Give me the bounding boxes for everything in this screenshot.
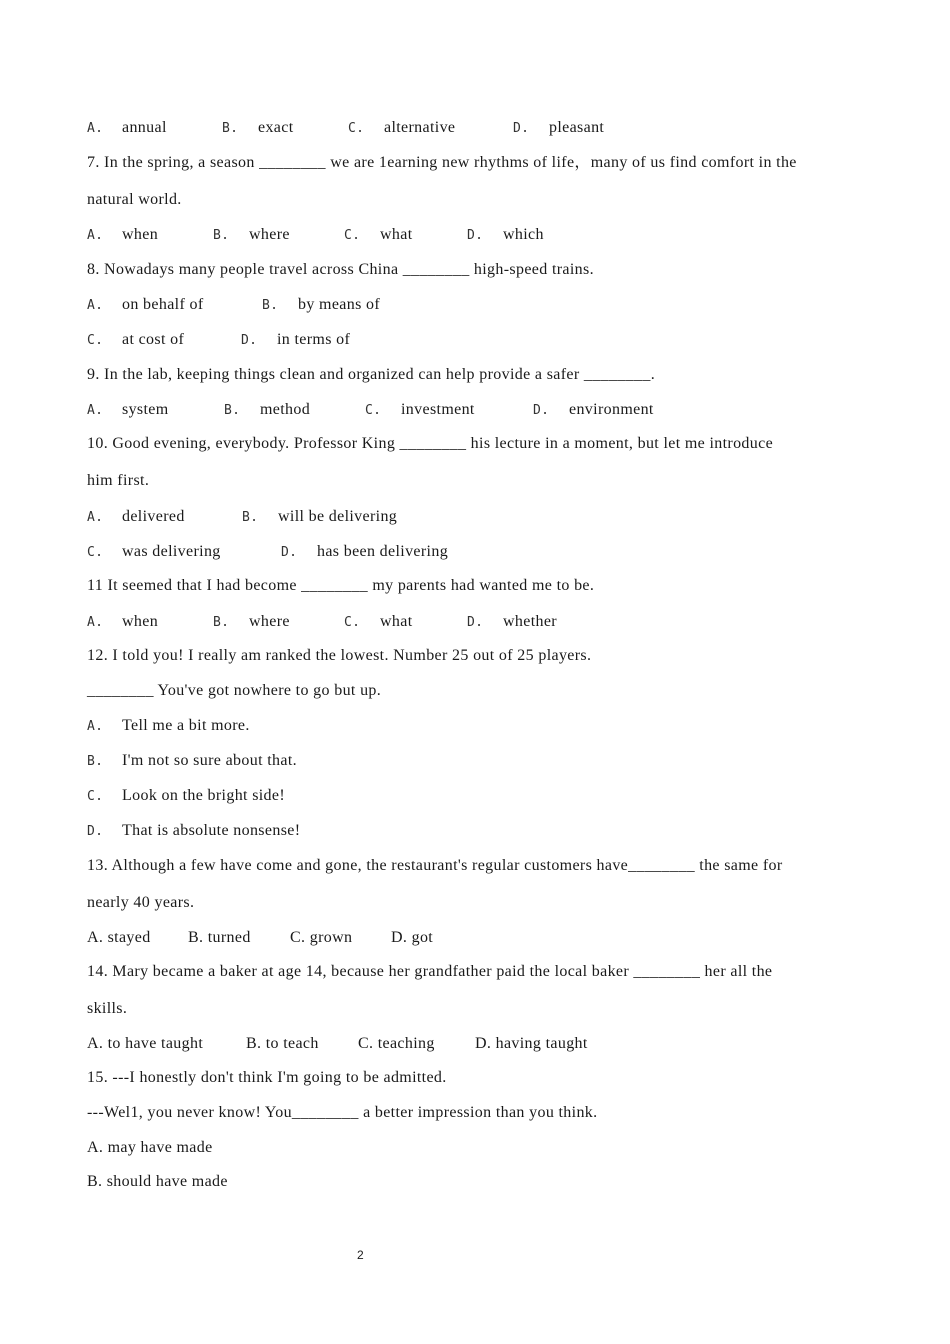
q8-option-a-text: on behalf of <box>122 296 204 313</box>
q8-option-d-label: D. <box>241 333 258 348</box>
q11-option-c-text: what <box>380 613 413 630</box>
q15-option-b: B. should have made <box>87 1173 228 1190</box>
q9-option-a-label: A. <box>87 403 104 418</box>
q11-option-c-label: C. <box>344 615 361 630</box>
q7-option-a-text: when <box>122 226 159 243</box>
q7-option-d-label: D. <box>467 228 484 243</box>
q10-option-a-text: delivered <box>122 508 185 525</box>
q10-stem-line1: 10. Good evening, everybody. Professor King ________ his lecture in a moment, but let me introduce <box>87 435 774 452</box>
q13-option-c: C. grown <box>290 929 353 946</box>
q14-stem-line2: skills. <box>87 1000 128 1017</box>
q12-option-d-text: That is absolute nonsense! <box>122 822 301 839</box>
q10-option-d-label: D. <box>281 545 298 560</box>
q6-option-b-text: exact <box>258 119 294 136</box>
q9-option-d-text: environment <box>569 401 654 418</box>
q12-option-a-label: A. <box>87 719 104 734</box>
q9-option-b-label: B. <box>224 403 241 418</box>
q7-option-b-label: B. <box>213 228 230 243</box>
q14-option-d: D. having taught <box>475 1035 588 1052</box>
q11-option-b-label: B. <box>213 615 230 630</box>
q10-option-c-text: was delivering <box>122 543 221 560</box>
q7-option-d-text: which <box>503 226 544 243</box>
q7-option-c-text: what <box>380 226 413 243</box>
q12-option-c-text: Look on the bright side! <box>122 787 286 804</box>
q13-option-a: A. stayed <box>87 929 151 946</box>
q7-option-c-label: C. <box>344 228 361 243</box>
q10-option-d-text: has been delivering <box>317 543 449 560</box>
q9-option-a-text: system <box>122 401 169 418</box>
q9-stem: 9. In the lab, keeping things clean and organized can help provide a safer ________. <box>87 366 656 383</box>
q9-option-b-text: method <box>260 401 311 418</box>
q10-option-b-text: will be delivering <box>278 508 398 525</box>
q15-stem-line2: ---Wel1, you never know! You________ a better impression than you think. <box>87 1104 598 1121</box>
page-number: 2 <box>357 1248 364 1262</box>
q12-option-b-text: I'm not so sure about that. <box>122 752 297 769</box>
q15-stem-line1: 15. ---I honestly don't think I'm going to be admitted. <box>87 1069 447 1086</box>
q8-option-d-text: in terms of <box>277 331 351 348</box>
q8-option-c-label: C. <box>87 333 104 348</box>
q8-option-a-label: A. <box>87 298 104 313</box>
q6-option-a: A. <box>87 121 104 136</box>
q13-option-b: B. turned <box>188 929 251 946</box>
q12-option-c-label: C. <box>87 789 104 804</box>
q12-option-b-label: B. <box>87 754 104 769</box>
q6-option-b: B. <box>222 121 239 136</box>
q6-option-a-text: annual <box>122 119 167 136</box>
q8-stem: 8. Nowadays many people travel across China ________ high-speed trains. <box>87 261 594 278</box>
q7-option-a-label: A. <box>87 228 104 243</box>
q10-stem-line2: him first. <box>87 472 150 489</box>
q9-option-c-text: investment <box>401 401 475 418</box>
q13-stem-line2: nearly 40 years. <box>87 894 195 911</box>
q8-option-b-label: B. <box>262 298 279 313</box>
q12-stem-line1: 12. I told you! I really am ranked the lowest. Number 25 out of 25 players. <box>87 647 592 664</box>
q12-option-a-text: Tell me a bit more. <box>122 717 250 734</box>
q10-option-b-label: B. <box>242 510 259 525</box>
q12-stem-line2: ________ You've got nowhere to go but up. <box>87 682 382 699</box>
q11-option-b-text: where <box>249 613 290 630</box>
q10-option-c-label: C. <box>87 545 104 560</box>
q8-option-c-text: at cost of <box>122 331 185 348</box>
q13-option-d: D. got <box>391 929 434 946</box>
q8-option-b-text: by means of <box>298 296 381 313</box>
q11-option-d-text: whether <box>503 613 557 630</box>
q7-option-b-text: where <box>249 226 290 243</box>
q7-stem-line2: natural world. <box>87 191 182 208</box>
q10-option-a-label: A. <box>87 510 104 525</box>
q6-option-c: C. <box>348 121 365 136</box>
q6-option-c-text: alternative <box>384 119 456 136</box>
q6-option-d: D. <box>513 121 530 136</box>
q11-option-a-label: A. <box>87 615 104 630</box>
q11-stem: 11 It seemed that I had become ________ my parents had wanted me to be. <box>87 577 595 594</box>
q12-option-d-label: D. <box>87 824 104 839</box>
q14-option-a: A. to have taught <box>87 1035 204 1052</box>
q9-option-d-label: D. <box>533 403 550 418</box>
q9-option-c-label: C. <box>365 403 382 418</box>
q13-stem-line1: 13. Although a few have come and gone, the restaurant's regular customers have________ the same for <box>87 857 783 874</box>
q6-option-d-text: pleasant <box>549 119 605 136</box>
q14-stem-line1: 14. Mary became a baker at age 14, because her grandfather paid the local baker ________ her all the <box>87 963 773 980</box>
q11-option-a-text: when <box>122 613 159 630</box>
q11-option-d-label: D. <box>467 615 484 630</box>
q14-option-c: C. teaching <box>358 1035 435 1052</box>
q15-option-a: A. may have made <box>87 1139 213 1156</box>
q14-option-b: B. to teach <box>246 1035 319 1052</box>
q7-stem-line1: 7. In the spring, a season ________ we are 1earning new rhythms of life，many of us find comfort in the <box>87 154 797 171</box>
